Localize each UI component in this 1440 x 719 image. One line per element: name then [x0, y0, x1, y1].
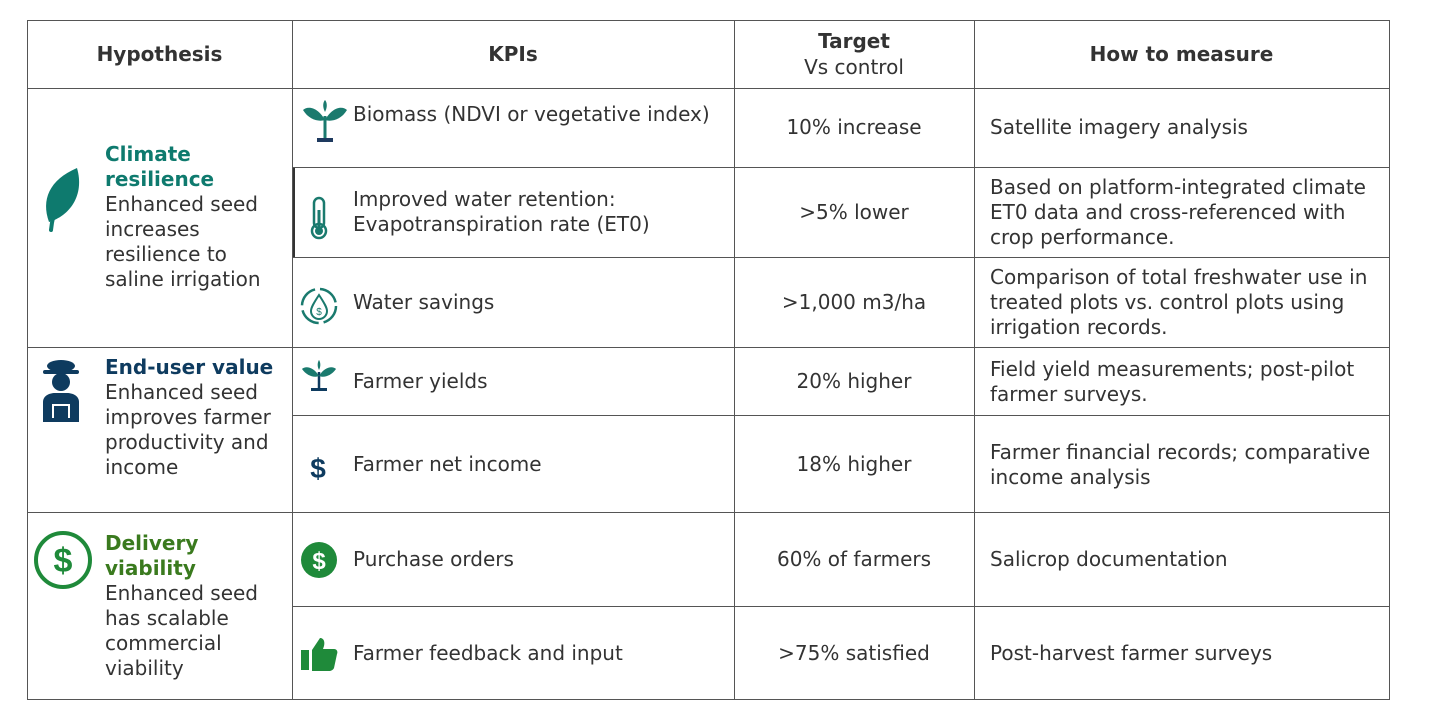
target-text: 18% higher: [796, 452, 912, 476]
water-savings-icon: [299, 286, 339, 326]
sprout-icon: [301, 360, 337, 392]
thumbs-up-icon: [300, 636, 338, 672]
header-target-label: Target: [818, 29, 890, 53]
kpi-text: Farmer yields: [353, 369, 488, 393]
hypothesis-delivery: [105, 531, 290, 681]
table-border-top: [27, 20, 1390, 21]
dollar-circle-icon: [33, 530, 93, 590]
plant-icon: [301, 100, 349, 144]
row-divider: [292, 257, 1390, 258]
thermometer-accent: [293, 168, 295, 257]
group-divider: [27, 347, 1390, 348]
row-divider: [292, 167, 1390, 168]
svg-text:$: $: [312, 548, 326, 575]
target-text: >5% lower: [799, 200, 909, 224]
row-divider: [292, 606, 1390, 607]
dollar-badge-icon: [300, 541, 338, 579]
measure-text: Farmer financial records; comparative income analysis: [990, 440, 1371, 489]
target-text: >75% satisfied: [778, 641, 930, 665]
hypothesis-title: Delivery viability: [105, 531, 199, 580]
kpi-text: Farmer feedback and input: [353, 641, 623, 665]
kpi-text: Biomass (NDVI or vegetative index): [353, 102, 710, 126]
column-divider: [292, 20, 293, 700]
kpi-table: [27, 20, 1390, 700]
measure-text: Comparison of total freshwater use in treated plots vs. control plots using irrigation records.: [990, 265, 1368, 339]
target-text: >1,000 m3/ha: [781, 290, 927, 314]
table-border-bottom: [27, 699, 1390, 700]
hypothesis-climate: [105, 142, 285, 292]
kpi-text: Farmer net income: [353, 452, 542, 476]
header-target-sub: Vs control: [804, 55, 904, 79]
target-text: 10% increase: [786, 115, 922, 139]
svg-text:$: $: [316, 307, 322, 318]
kpi-text: Purchase orders: [353, 547, 514, 571]
farmer-icon: [39, 358, 83, 424]
header-measure: How to measure: [1089, 42, 1274, 66]
hypothesis-text: Enhanced seed increases resilience to saline irrigation: [105, 192, 261, 291]
hypothesis-title: End-user value: [105, 355, 274, 379]
header-hypothesis: Hypothesis: [96, 42, 223, 66]
thermometer-icon: [307, 196, 331, 240]
leaf-icon: [39, 166, 87, 232]
header-kpis: KPIs: [488, 42, 538, 66]
kpi-text: Improved water retention: Evapotranspiration rate (ET0): [353, 187, 650, 236]
header-divider: [27, 88, 1390, 89]
measure-text: Based on platform-integrated climate ET0 data and cross-referenced with crop performance.: [990, 175, 1366, 249]
hypothesis-title: Climate resilience: [105, 142, 215, 191]
target-text: 60% of farmers: [776, 547, 932, 571]
measure-text: Salicrop documentation: [990, 547, 1228, 571]
kpi-text: Water savings: [353, 290, 495, 314]
group-divider: [27, 512, 1390, 513]
measure-text: Satellite imagery analysis: [990, 115, 1248, 139]
table-border-left: [27, 20, 28, 700]
dollar-icon: [307, 452, 329, 484]
measure-text: Field yield measurements; post-pilot farmer surveys.: [990, 357, 1355, 406]
target-text: 20% higher: [796, 369, 912, 393]
hypothesis-text: Enhanced seed improves farmer productivity and income: [105, 380, 271, 479]
row-divider: [292, 415, 1390, 416]
table-border-right: [1389, 20, 1390, 700]
column-divider: [974, 20, 975, 700]
header-target: [734, 28, 974, 80]
hypothesis-enduser: [105, 355, 290, 480]
svg-text:$: $: [53, 542, 73, 580]
svg-text:$: $: [310, 453, 326, 484]
measure-text: Post-harvest farmer surveys: [990, 641, 1273, 665]
hypothesis-text: Enhanced seed has scalable commercial viability: [105, 581, 258, 680]
